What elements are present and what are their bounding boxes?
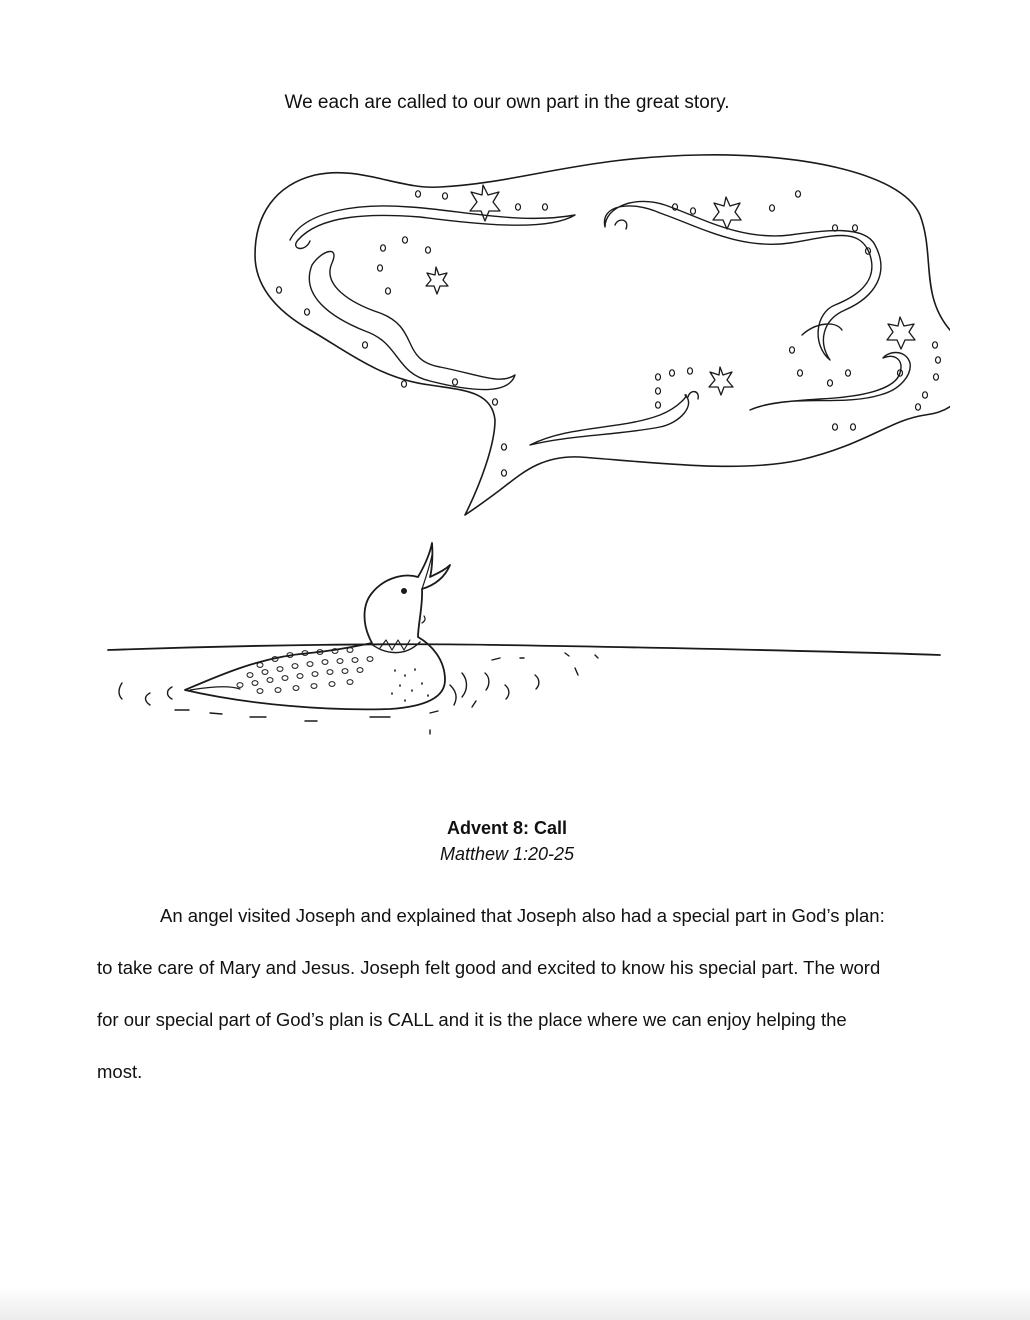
section-heading: Advent 8: Call	[446, 818, 568, 838]
thought-bubble-icon	[255, 155, 950, 515]
loon-spots	[237, 648, 373, 694]
paragraph-line: for our special part of God’s plan is CALL and it is the place where we can enjoy helping the	[97, 1009, 847, 1030]
body-paragraph	[97, 890, 917, 1098]
water-ripples	[119, 653, 598, 734]
loon-icon	[185, 543, 450, 709]
swirl-pattern	[290, 201, 910, 445]
scripture-reference: Matthew 1:20-25	[439, 844, 575, 864]
loon-speckles	[392, 669, 428, 701]
page-caption: We each are called to our own part in the great story.	[284, 92, 730, 113]
page-bottom-shade	[0, 1286, 1030, 1320]
paragraph-line: most.	[97, 1061, 143, 1082]
loon-illustration	[100, 145, 950, 735]
paragraph-line: An angel visited Joseph and explained that Joseph also had a special part in God’s plan:	[160, 905, 885, 926]
paragraph-line: to take care of Mary and Jesus. Joseph felt good and excited to know his special part. The word	[97, 957, 881, 978]
horizon-line	[108, 644, 940, 655]
